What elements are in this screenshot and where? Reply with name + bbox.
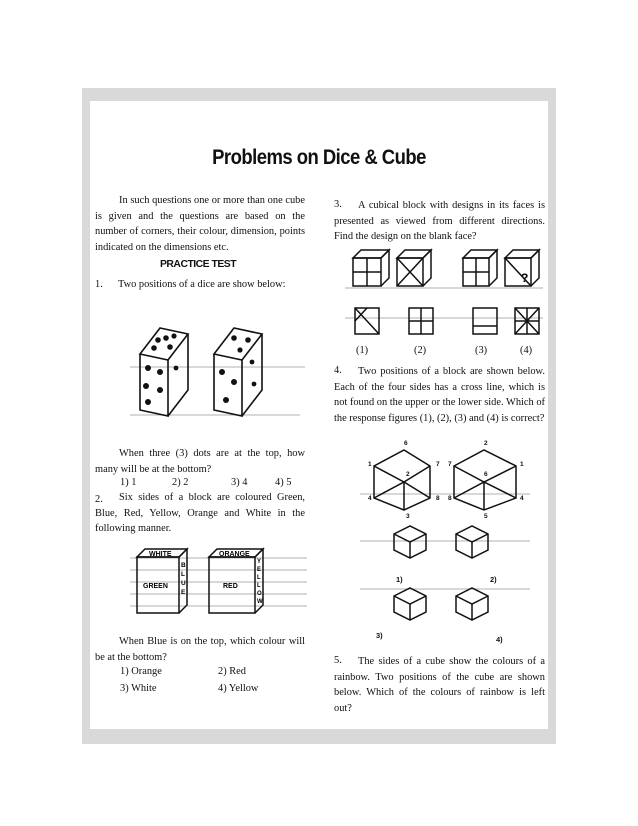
q4-figure bbox=[360, 436, 535, 646]
q4-num-top-11: 1 bbox=[520, 461, 524, 468]
q2-option-3: 3) White bbox=[120, 683, 157, 694]
q4-num-top-12: 8 bbox=[448, 495, 452, 502]
q1-dice-figure bbox=[130, 322, 310, 422]
q1-option-4: 4) 5 bbox=[275, 477, 292, 488]
q2-blue-letter-3: U bbox=[181, 580, 186, 587]
q5-text: The sides of a cube show the colours of a rainbow. Two positions of the cube are shown below. Which of the colours of rainbow is left out? bbox=[334, 656, 545, 714]
q4-option-label-3: 3) bbox=[376, 631, 383, 640]
q3-option-2: (2) bbox=[414, 345, 427, 356]
q2-number: 2. bbox=[95, 494, 103, 505]
q3-question-mark: ? bbox=[521, 271, 529, 285]
q4-num-top-2: 1 bbox=[368, 461, 372, 468]
practice-heading: PRACTICE TEST bbox=[160, 259, 237, 270]
q2-green-label: GREEN bbox=[143, 583, 168, 590]
q2-blue-letter-1: B bbox=[181, 562, 186, 569]
q4-num-top-3: 7 bbox=[436, 461, 440, 468]
page-title: Problems on Dice & Cube bbox=[212, 146, 426, 169]
q1-question: When three (3) dots are at the top, how many will be at the bottom? bbox=[95, 448, 305, 475]
q1-number: 1. bbox=[95, 279, 103, 290]
q2-yellow-letter-5: O bbox=[257, 591, 262, 597]
q2-orange-label: ORANGE bbox=[219, 551, 250, 558]
q2-option-2: 2) Red bbox=[218, 666, 246, 677]
q4-num-top-14: 5 bbox=[484, 513, 488, 520]
q4-num-top-6: 8 bbox=[436, 495, 440, 502]
q4-num-top-9: 7 bbox=[448, 461, 452, 468]
q4-num-top-5: 4 bbox=[368, 495, 372, 502]
q2-text: Six sides of a block are coloured Green, Blue, Red, Yellow, Orange and White in the following manner. bbox=[95, 492, 305, 535]
q4-text: Two positions of a block are shown below. Each of the four sides has a cross line, which is not found on the upper or the lower side. Which of the response figures (1), (2), (3) and (4) is correct? bbox=[334, 366, 545, 424]
intro-paragraph: In such questions one or more than one cube is given and the questions are based on the number of corners, their colour, dimension, points indicated on the dimensions etc. bbox=[95, 195, 305, 253]
q3-figure bbox=[345, 246, 545, 346]
q2-white-label: WHITE bbox=[149, 551, 172, 558]
q2-red-label: RED bbox=[223, 583, 238, 590]
q2-yellow-letter-4: L bbox=[257, 583, 261, 589]
q1-text: Two positions of a dice are show below: bbox=[118, 279, 286, 290]
q2-yellow-letter-3: L bbox=[257, 575, 261, 581]
q2-blue-letter-2: L bbox=[181, 571, 185, 578]
q2-yellow-letter-6: W bbox=[257, 599, 263, 605]
q4-num-top-7: 3 bbox=[406, 513, 410, 520]
q4-option-label-1: 1) bbox=[396, 575, 403, 584]
q2-yellow-letter-1: Y bbox=[257, 559, 262, 565]
q2-blue-letter-4: E bbox=[181, 589, 186, 596]
q2-block-figure bbox=[135, 545, 310, 620]
q4-option-label-4: 4) bbox=[496, 635, 503, 644]
q1-option-1: 1) 1 bbox=[120, 477, 137, 488]
q2-option-4: 4) Yellow bbox=[218, 683, 259, 694]
q1-option-2: 2) 2 bbox=[172, 477, 189, 488]
q4-num-top-4: 2 bbox=[406, 471, 410, 478]
q3-text: A cubical block with designs in its faces is presented as viewed from different directions. Find the design on the blank face? bbox=[334, 200, 545, 243]
q1-option-3: 3) 4 bbox=[231, 477, 248, 488]
q3-number: 3. bbox=[334, 199, 342, 210]
q3-option-1: (1) bbox=[356, 345, 369, 356]
q4-num-top-13: 4 bbox=[520, 495, 524, 502]
q2-question: When Blue is on the top, which colour will be at the bottom? bbox=[95, 636, 305, 663]
q2-yellow-letter-2: E bbox=[257, 567, 262, 573]
q4-num-top-8: 2 bbox=[484, 440, 488, 447]
q4-num-top-10: 6 bbox=[484, 471, 488, 478]
q4-option-label-2: 2) bbox=[490, 575, 497, 584]
q5-number: 5. bbox=[334, 655, 342, 666]
q4-number: 4. bbox=[334, 365, 342, 376]
q3-option-3: (3) bbox=[475, 345, 488, 356]
q3-option-4: (4) bbox=[520, 345, 533, 356]
q4-num-top-1: 6 bbox=[404, 440, 408, 447]
q2-option-1: 1) Orange bbox=[120, 666, 162, 677]
